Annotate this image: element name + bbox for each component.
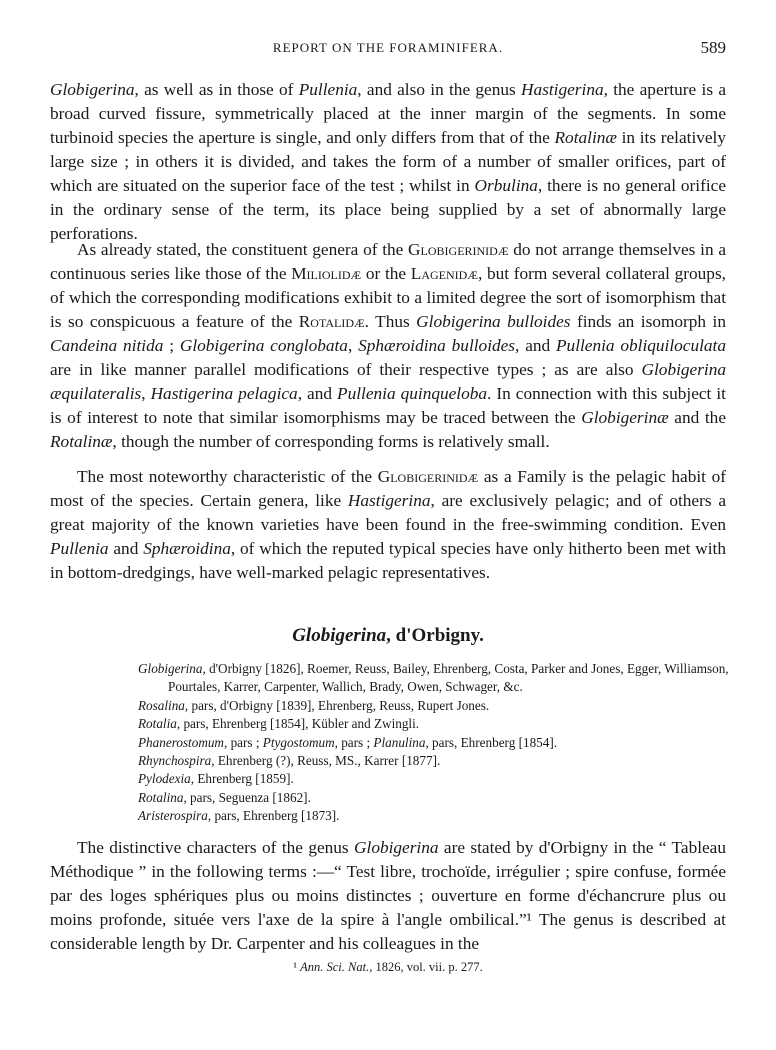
small-caps-run: Rotalidæ <box>298 312 365 331</box>
italic-run: Hastigerina pelagica <box>150 384 298 403</box>
synonymy-entry <box>138 789 730 807</box>
text-run: or the <box>361 264 411 283</box>
italic-run: Rhynchospira <box>138 753 212 769</box>
italic-run: Globigerina conglobata <box>179 336 348 355</box>
text-run: , <box>141 384 151 403</box>
page-number: 589 <box>700 38 726 57</box>
italic-run: Rosalina <box>138 697 185 713</box>
small-caps-run: Miliolidæ <box>291 264 362 283</box>
synonymy-list <box>138 660 730 826</box>
text-run: , <box>347 336 359 355</box>
text-run: , and <box>515 336 556 355</box>
genus-authority: , d'Orbigny. <box>386 625 484 646</box>
footnote-detail: , 1826, vol. vii. p. 277. <box>369 960 483 974</box>
text-run: and the <box>668 408 726 427</box>
italic-run: Globigerina <box>138 661 203 676</box>
text-run: as a Family is the pelagic habit of most of the species. Certain genera, like <box>50 467 727 510</box>
text-run: . In connection with this subject it is of interest to note that similar isomorphisms may be traced between the <box>50 384 726 427</box>
text-run: As already stated, the constituent genera of the <box>77 240 409 259</box>
small-caps-run: Globigerinidæ <box>408 240 509 259</box>
italic-run: Globigerina <box>354 838 439 857</box>
italic-run: Rotalia <box>138 716 177 732</box>
text-run: , but form several collateral groups, of which the corresponding modifications exhibit to a limited degree the sort of isomorphism that is so conspicuous a feature of the <box>50 264 726 331</box>
synonymy-entry <box>138 660 730 697</box>
text-run: , Ehrenberg (?), Reuss, MS., Karrer [1877]. <box>211 753 441 769</box>
italic-run: Ptygostomum <box>262 734 335 750</box>
italic-run: Globigerinæ <box>581 408 669 427</box>
text-run: , pars, Ehrenberg [1873]. <box>207 808 340 824</box>
paragraph-3 <box>50 465 726 585</box>
text-run: are in like manner parallel modifications of their respective types ; as are also <box>50 360 642 379</box>
text-run: , as well as in those of <box>134 80 299 99</box>
text-run: , pars, Seguenza [1862]. <box>183 789 311 805</box>
text-run: , of which the reputed typical species have only hitherto been met with in bottom-dredgings, have well-marked pelagic representatives. <box>50 539 727 582</box>
genus-name: Globigerina <box>292 625 387 646</box>
text-run: , pars, Ehrenberg [1854]. <box>425 734 558 750</box>
italic-run: Rotalina <box>138 789 184 805</box>
italic-run: Orbulina <box>474 176 538 195</box>
small-caps-run: Lagenidæ <box>410 264 478 283</box>
paragraph-text <box>50 238 726 454</box>
text-run: The most noteworthy characteristic of the <box>77 467 378 486</box>
text-run: , there is no general orifice in the ordinary sense of the term, its place being supplied by a set of abnormally large perforations. <box>50 176 726 243</box>
text-run: , pars, Ehrenberg [1854], Kübler and Zwingli. <box>176 716 420 732</box>
italic-run: Sphæroidina <box>143 539 231 558</box>
text-run: , and <box>297 384 338 403</box>
italic-run: Pullenia quinqueloba <box>337 384 488 403</box>
italic-run: Phanerostomum <box>138 734 224 750</box>
footnote-source: Ann. Sci. Nat. <box>300 960 370 974</box>
italic-run: Globigerina æquilateralis <box>50 360 726 403</box>
paragraph-4 <box>50 836 726 956</box>
paragraph-2 <box>50 238 726 454</box>
text-run: , Ehrenberg [1859]. <box>190 771 294 787</box>
synonymy-entry <box>138 715 730 733</box>
italic-run: Pullenia <box>298 80 358 99</box>
genus-heading <box>0 625 776 647</box>
text-run: , are exclusively pelagic; and of others a great majority of the known varieties have been found in the free-swimming condition. Even <box>50 491 726 534</box>
text-run: . Thus <box>364 312 417 331</box>
italic-run: Pullenia <box>50 539 109 558</box>
italic-run: Sphæroidina bulloides <box>358 336 516 355</box>
footnote <box>0 960 776 975</box>
text-run: , and also in the genus <box>357 80 522 99</box>
synonymy-entry <box>138 734 730 752</box>
italic-run: Aristerospira <box>138 808 208 824</box>
text-run: finds an isomorph in <box>570 312 726 331</box>
synonymy-entry <box>138 770 730 788</box>
italic-run: Pullenia obliquiloculata <box>556 336 726 355</box>
small-caps-run: Globigerinidæ <box>377 467 479 486</box>
italic-run: Hastigerina <box>347 491 431 510</box>
italic-run: Pylodexia <box>138 771 191 787</box>
italic-run: Rotalinæ <box>554 128 617 147</box>
italic-run: Rotalinæ <box>50 432 113 451</box>
text-run: in its relatively large size ; in others it is divided, and takes the form of a number of smaller orifices, part of which are situated on the superior face of the test ; whilst in <box>50 128 727 195</box>
text-run: , pars ; <box>223 734 263 750</box>
text-run: , d'Orbigny [1826], Roemer, Reuss, Bailey, Ehrenberg, Costa, Parker and Jones, Egger, Williamson, Pourtales, Karrer, Carpenter, Wallich, Brady, Owen, Schwager, &c. <box>168 661 729 695</box>
italic-run: Globigerina bulloides <box>416 312 571 331</box>
text-run: , pars ; <box>334 734 374 750</box>
italic-run: Planulina <box>373 734 426 750</box>
text-run: do not arrange themselves in a continuous series like those of the <box>50 240 726 283</box>
synonymy-entry <box>138 807 730 825</box>
text-run: are stated by d'Orbigny in the “ Tableau Méthodique ” in the following terms :—“ Test libre, trochoïde, irrégulier ; spire confuse, formée par des loges sphériques plus ou moins distinctes ; ouverture en forme d'échancrure plus ou moins profonde, située vers l'axe de la spire à l'angle ombilical.”¹ The genus is described at considerable length by Dr. Carpenter and his colleagues in the <box>50 838 726 953</box>
synonymy-entry <box>138 752 730 770</box>
italic-run: Hastigerina <box>521 80 604 99</box>
footnote-marker: ¹ <box>293 960 297 974</box>
italic-run: Candeina nitida <box>50 336 164 355</box>
text-run: The distinctive characters of the genus <box>77 838 355 857</box>
page-header <box>50 40 726 60</box>
running-title: REPORT ON THE FORAMINIFERA. <box>272 40 504 55</box>
text-run: ; <box>163 336 180 355</box>
text-run: , the aperture is a broad curved fissure, symmetrically placed at the inner margin of the segments. In some turbinoid species the aperture is single, and only differs from that of the <box>50 80 727 147</box>
text-run: , pars, d'Orbigny [1839], Ehrenberg, Reuss, Rupert Jones. <box>184 697 490 713</box>
paragraph-text <box>50 78 726 246</box>
text-run: , though the number of corresponding forms is relatively small. <box>112 432 550 451</box>
synonymy-entry <box>138 697 730 715</box>
paragraph-text <box>50 465 726 585</box>
text-run: and <box>108 539 144 558</box>
paragraph-text <box>50 836 726 956</box>
italic-run: Globigerina <box>50 80 135 99</box>
paragraph-1 <box>50 78 726 246</box>
